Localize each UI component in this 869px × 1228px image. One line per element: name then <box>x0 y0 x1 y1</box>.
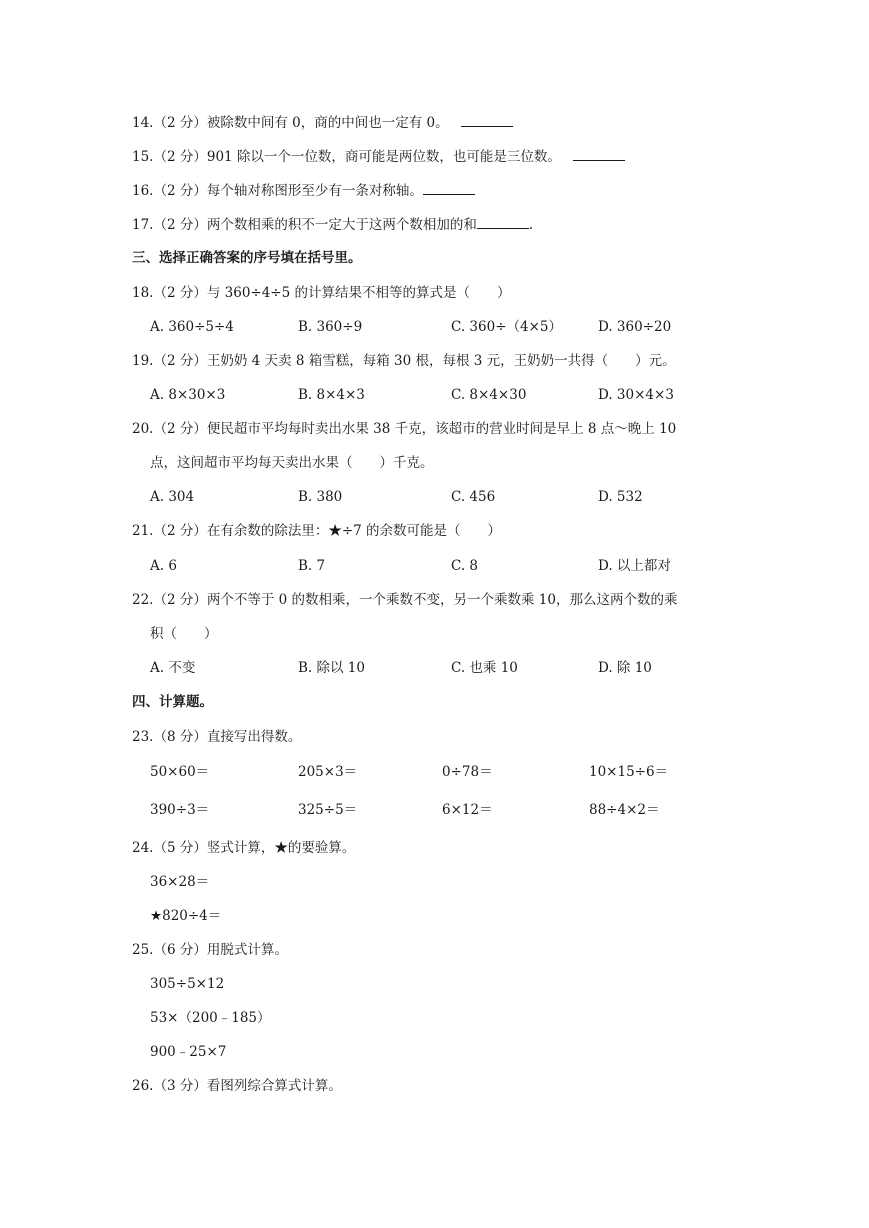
question-25-stem: 25.（6 分）用脱式计算。 <box>132 942 288 958</box>
question-text: 901 除以一个一位数，商可能是两位数，也可能是三位数。 <box>206 149 561 165</box>
question-tail: . <box>528 217 534 233</box>
question-number: 15.（2 分） <box>132 149 207 165</box>
q19-option-b[interactable]: B. 8×4×3 <box>298 387 365 403</box>
q24-item: ★820÷4＝ <box>150 908 222 924</box>
question-26-stem: 26.（3 分）看图列综合算式计算。 <box>132 1078 342 1094</box>
question-23-stem: 23.（8 分）直接写出得数。 <box>132 729 302 745</box>
q23-expr: 390÷3＝ <box>150 802 210 818</box>
question-14 <box>132 112 513 133</box>
q23-expr: 88÷4×2＝ <box>589 802 660 818</box>
question-22-stem-line1: 22.（2 分）两个不等于 0 的数相乘，一个乘数不变，另一个乘数乘 10，那么这两个数的乘 <box>132 592 678 608</box>
question-20-stem-line1: 20.（2 分）便民超市平均每时卖出水果 38 千克，该超市的营业时间是早上 8 点～晚上 10 <box>132 421 677 437</box>
q22-option-c[interactable]: C. 也乘 10 <box>451 660 518 676</box>
question-15 <box>132 146 625 167</box>
section-3-title: 三、选择正确答案的序号填在括号里。 <box>132 250 362 266</box>
q18-option-a[interactable]: A. 360÷5÷4 <box>150 319 234 335</box>
question-text: 每个轴对称图形至少有一条对称轴。 <box>206 183 423 199</box>
q18-option-d[interactable]: D. 360÷20 <box>598 319 672 335</box>
q23-expr: 0÷78＝ <box>442 764 493 780</box>
q22-option-d[interactable]: D. 除 10 <box>598 660 652 676</box>
q21-option-d[interactable]: D. 以上都对 <box>598 558 671 574</box>
q23-expr: 6×12＝ <box>442 802 493 818</box>
q23-expr: 205×3＝ <box>298 764 358 780</box>
q20-option-c[interactable]: C. 456 <box>451 489 496 505</box>
q20-option-a[interactable]: A. 304 <box>150 489 195 505</box>
question-text: 被除数中间有 0，商的中间也一定有 0。 <box>206 115 449 131</box>
q19-option-d[interactable]: D. 30×4×3 <box>598 387 674 403</box>
q23-expr: 325÷5＝ <box>298 802 358 818</box>
answer-blank[interactable] <box>423 180 475 195</box>
section-4-title: 四、计算题。 <box>132 694 213 710</box>
q20-option-d[interactable]: D. 532 <box>598 489 643 505</box>
answer-blank[interactable] <box>477 214 529 229</box>
answer-blank[interactable] <box>461 112 513 127</box>
question-16 <box>132 180 475 201</box>
question-number: 16.（2 分） <box>132 183 207 199</box>
q23-expr: 50×60＝ <box>150 764 210 780</box>
q22-option-b[interactable]: B. 除以 10 <box>298 660 365 676</box>
q25-item: 900﹣25×7 <box>150 1044 227 1060</box>
question-24-stem: 24.（5 分）竖式计算，★的要验算。 <box>132 840 356 856</box>
question-18-stem: 18.（2 分）与 360÷4÷5 的计算结果不相等的算式是（ ） <box>132 285 511 301</box>
q25-item: 305÷5×12 <box>150 976 225 992</box>
question-number: 17.（2 分） <box>132 217 207 233</box>
q22-option-a[interactable]: A. 不变 <box>150 660 196 676</box>
q19-option-a[interactable]: A. 8×30×3 <box>150 387 226 403</box>
question-22-stem-line2: 积（ ） <box>150 626 218 642</box>
question-number: 14.（2 分） <box>132 115 207 131</box>
q24-item: 36×28＝ <box>150 874 210 890</box>
q18-option-b[interactable]: B. 360÷9 <box>298 319 363 335</box>
question-21-stem: 21.（2 分）在有余数的除法里：★÷7 的余数可能是（ ） <box>132 523 502 539</box>
question-17 <box>132 214 533 235</box>
q25-item: 53×（200﹣185） <box>150 1010 271 1026</box>
q21-option-b[interactable]: B. 7 <box>298 558 326 574</box>
q20-option-b[interactable]: B. 380 <box>298 489 343 505</box>
q21-option-c[interactable]: C. 8 <box>451 558 479 574</box>
answer-blank[interactable] <box>573 146 625 161</box>
q21-option-a[interactable]: A. 6 <box>150 558 177 574</box>
question-20-stem-line2: 点，这间超市平均每天卖出水果（ ）千克。 <box>150 455 434 471</box>
question-19-stem: 19.（2 分）王奶奶 4 天卖 8 箱雪糕，每箱 30 根，每根 3 元，王奶奶一共得（ ）元。 <box>132 353 676 369</box>
q19-option-c[interactable]: C. 8×4×30 <box>451 387 527 403</box>
question-text: 两个数相乘的积不一定大于这两个数相加的和 <box>206 217 477 233</box>
q23-expr: 10×15÷6＝ <box>589 764 669 780</box>
q18-option-c[interactable]: C. 360÷（4×5） <box>451 319 562 335</box>
